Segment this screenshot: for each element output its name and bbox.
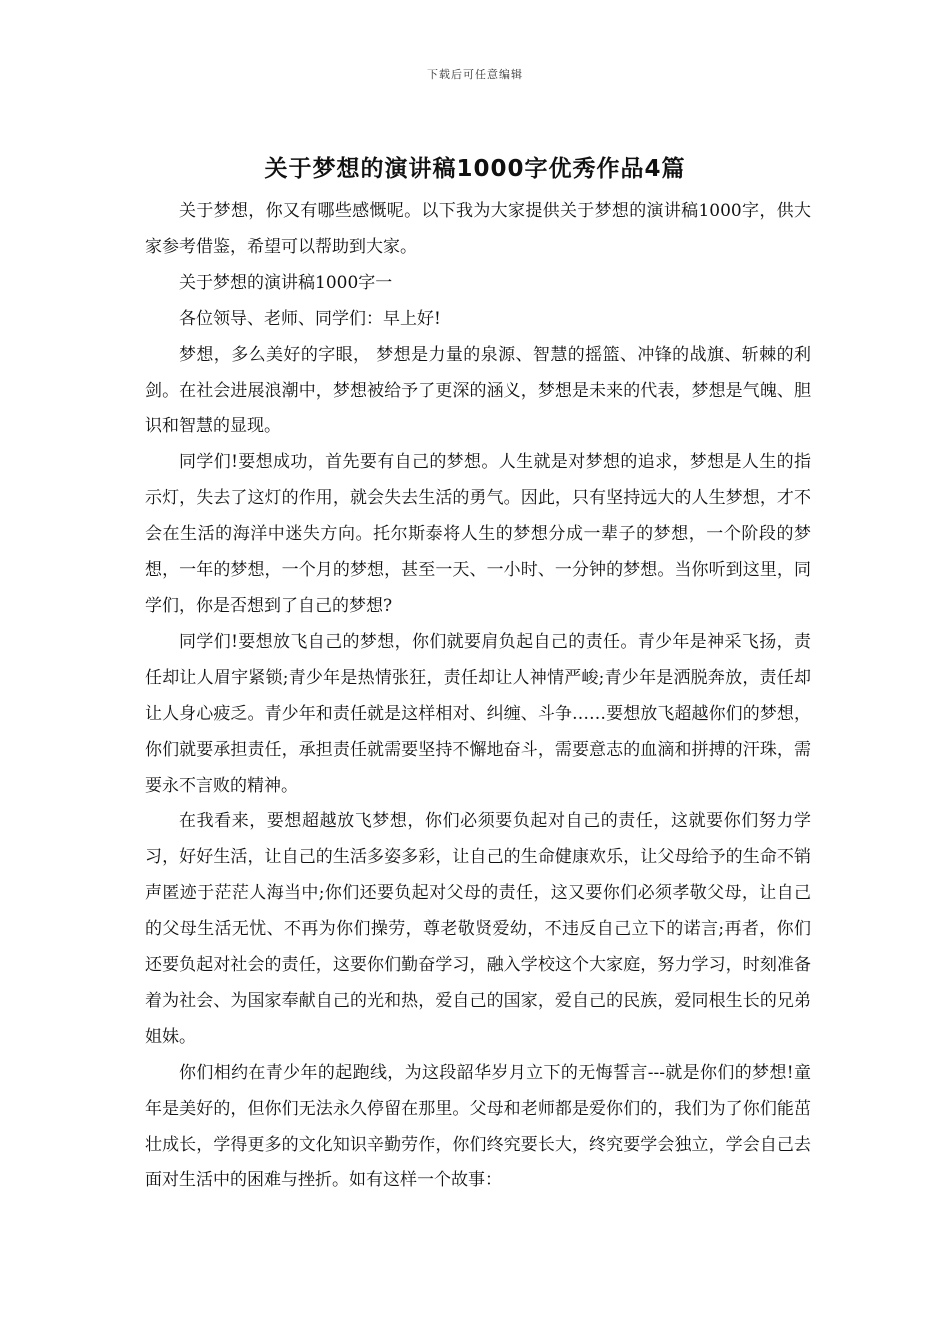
document-body bbox=[145, 194, 811, 1199]
paragraph-section-heading: 关于梦想的演讲稿1000字一 bbox=[179, 272, 393, 293]
paragraph: 同学们!要想放飞自己的梦想，你们就要肩负起自己的责任。青少年是神采飞扬，责任却让人眉宇紧锁;青少年是热情张狂，责任却让人神情严峻;青少年是洒脱奔放，责任却让人身心疲乏。青少年和责任就是这样相对、纠缠、斗争……要想放飞超越你们的梦想，你们就要承担责任，承担责任就需要坚持不懈地奋斗，需要意志的血滴和拼搏的汗珠，需要永不言败的精神。 bbox=[145, 631, 811, 796]
paragraph: 在我看来，要想超越放飞梦想，你们必须要负起对自己的责任，这就要你们努力学习，好好生活，让自己的生活多姿多彩，让自己的生命健康欢乐，让父母给予的生命不销声匿迹于茫茫人海当中;你们还要负起对父母的责任，这又要你们必须孝敬父母，让自己的父母生活无忧、不再为你们操劳，尊老敬贤爱幼，不违反自己立下的诺言;再者，你们还要负起对社会的责任，这要你们勤奋学习，融入学校这个大家庭，努力学习，时刻准备着为社会、为国家奉献自己的光和热，爱自己的国家，爱自己的民族，爱同根生长的兄弟姐妹。 bbox=[145, 811, 811, 1047]
paragraph: 你们相约在青少年的起跑线，为这段韶华岁月立下的无悔誓言---就是你们的梦想!童年是美好的，但你们无法永久停留在那里。父母和老师都是爱你们的，我们为了你们能茁壮成长，学得更多的文化知识辛勤劳作，你们终究要长大，终究要学会独立，学会自己去面对生活中的困难与挫折。如有这样一个故事： bbox=[145, 1062, 811, 1191]
paragraph: 梦想，多么美好的字眼， 梦想是力量的泉源、智慧的摇篮、冲锋的战旗、斩棘的利剑。在社会进展浪潮中，梦想被给予了更深的涵义，梦想是未来的代表，梦想是气魄、胆识和智慧的显现。 bbox=[145, 344, 811, 437]
document-title: 关于梦想的演讲稿1000字优秀作品4篇 bbox=[264, 156, 686, 182]
header-note: 下载后可任意编辑 bbox=[427, 68, 523, 81]
paragraph: 同学们!要想成功，首先要有自己的梦想。人生就是对梦想的追求，梦想是人生的指示灯，失去了这灯的作用，就会失去生活的勇气。因此，只有坚持远大的人生梦想，才不会在生活的海洋中迷失方向。托尔斯泰将人生的梦想分成一辈子的梦想，一个阶段的梦想，一年的梦想，一个月的梦想，甚至一天、一小时、一分钟的梦想。当你听到这里，同学们，你是否想到了自己的梦想? bbox=[145, 452, 811, 616]
paragraph-intro: 关于梦想，你又有哪些感慨呢。以下我为大家提供关于梦想的演讲稿1000字，供大家参考借鉴，希望可以帮助到大家。 bbox=[145, 201, 811, 257]
paragraph-greeting: 各位领导、老师、同学们：早上好! bbox=[179, 308, 441, 329]
